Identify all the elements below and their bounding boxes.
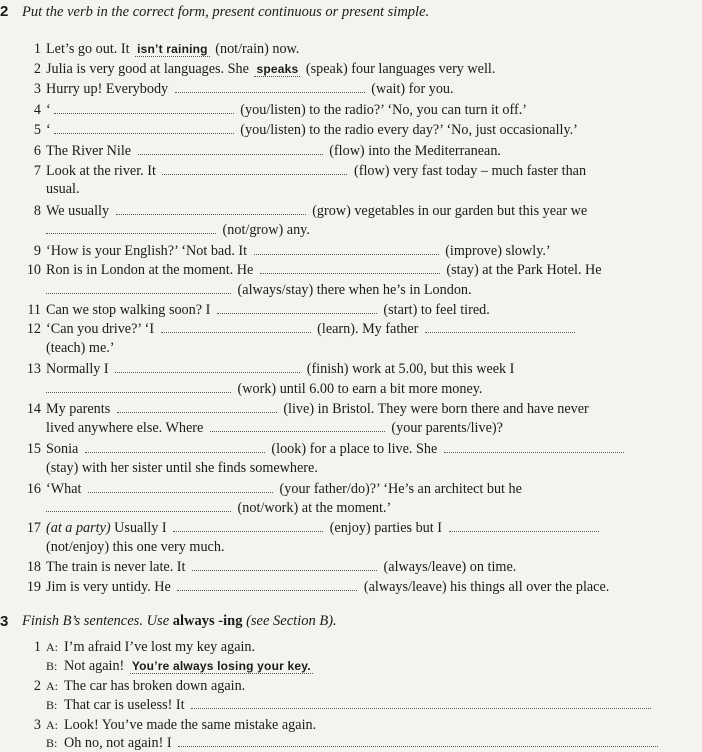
item-text: (you/listen) to the radio?’ ‘No, you can turn it off.’ — [240, 102, 527, 118]
answer-blank[interactable] — [116, 202, 306, 215]
exercise-item — [24, 60, 495, 78]
item-text: ‘What — [46, 481, 82, 497]
answer-blank[interactable] — [115, 360, 300, 373]
dialogue-line-a — [24, 677, 245, 695]
item-text: (work) until 6.00 to earn a bit more money. — [237, 381, 483, 397]
item-text: Oh no, not again! I — [64, 735, 172, 751]
item-text: We usually — [46, 203, 110, 219]
item-text: (always/leave) his things all over the place. — [363, 579, 610, 595]
item-text: (not/work) at the moment.’ — [237, 500, 392, 516]
dialogue-line-a — [24, 638, 255, 656]
exercise-item-continued — [24, 419, 503, 437]
item-text: (start) to feel tired. — [383, 302, 490, 318]
item-text: (flow) very fast today – much faster than — [354, 163, 587, 179]
item-text: (enjoy) parties but I — [329, 520, 442, 536]
instruction: Put the verb in the correct form, present continuous or present simple. — [22, 4, 430, 20]
item-text: Normally I — [46, 361, 109, 377]
item-text: Julia is very good at languages. She — [46, 61, 249, 77]
item-text: Hurry up! Everybody — [46, 81, 169, 97]
speaker-label: A: — [46, 640, 58, 654]
exercise-item-continued — [24, 180, 80, 198]
exercise-item — [24, 440, 627, 458]
item-text: lived anywhere else. Where — [46, 420, 204, 436]
item-text: I’m afraid I’ve lost my key again. — [64, 639, 256, 655]
answer-blank[interactable] — [173, 519, 323, 532]
item-text: My parents — [46, 401, 111, 417]
item-text: (speak) four languages very well. — [305, 61, 496, 77]
answer-handwritten: isn’t raining — [137, 42, 208, 56]
item-number: 14 — [26, 401, 41, 417]
item-text: (teach) me.’ — [46, 340, 115, 356]
answer-handwritten: speaks — [256, 62, 299, 76]
item-text: Let’s go out. It — [46, 41, 130, 57]
exercise-item — [24, 202, 587, 220]
item-text: ‘Can you drive?’ ‘I — [46, 321, 155, 337]
item-text: (improve) slowly.’ — [445, 243, 551, 259]
answer-blank[interactable] — [210, 419, 385, 432]
item-text: (learn). My father — [317, 321, 419, 337]
item-number: 4 — [33, 102, 41, 118]
item-text: (not/enjoy) this one very much. — [46, 539, 225, 555]
answer-blank[interactable] — [54, 121, 234, 134]
answer-blank[interactable] — [46, 380, 231, 393]
answer-blank[interactable] — [54, 101, 234, 114]
item-number: 7 — [33, 163, 41, 179]
item-number: 1 — [33, 41, 41, 57]
exercise-item — [24, 301, 490, 319]
answer-blank[interactable] — [46, 281, 231, 294]
exercise-item — [24, 558, 516, 576]
exercise-item-continued — [24, 221, 310, 239]
exercise-item — [24, 162, 586, 180]
answer-blank[interactable] — [191, 696, 651, 709]
item-text: The train is never late. It — [46, 559, 186, 575]
speaker-label: B: — [46, 659, 58, 673]
speaker-label: A: — [46, 679, 58, 693]
speaker-label: A: — [46, 718, 58, 732]
item-text: The car has broken down again. — [64, 678, 246, 694]
exercise-item — [24, 360, 514, 378]
item-text: Can we stop walking soon? I — [46, 302, 211, 318]
answer-handwritten: You’re always losing your key. — [131, 659, 311, 673]
item-number: 9 — [33, 243, 41, 259]
speaker-label: B: — [46, 736, 58, 750]
item-text: Not again! — [64, 658, 125, 674]
exercise-item-continued — [24, 499, 391, 517]
instruction: Finish B’s sentences. Use always -ing (see Section B). — [22, 613, 337, 629]
exercise-item — [24, 519, 602, 537]
exercise-item — [24, 121, 578, 139]
answer-blank[interactable] — [177, 578, 357, 591]
item-number: 1 — [33, 639, 41, 655]
item-number: 8 — [33, 203, 41, 219]
dialogue-line-a — [24, 716, 316, 734]
item-text: (your parents/live)? — [391, 420, 503, 436]
section-number: 3 — [0, 613, 9, 630]
answer-blank[interactable] — [138, 142, 323, 155]
answer-blank[interactable] — [88, 480, 273, 493]
item-text: (you/listen) to the radio every day?’ ‘No, just occasionally.’ — [240, 122, 578, 138]
dialogue-line-b — [24, 657, 315, 675]
answer-blank[interactable] — [260, 261, 440, 274]
answer-blank[interactable] — [46, 221, 216, 234]
exercise-item — [24, 242, 551, 260]
item-number: 6 — [33, 143, 41, 159]
answer-blank[interactable] — [161, 320, 311, 333]
item-text: (stay) with her sister until she finds somewhere. — [46, 460, 318, 476]
exercise-item — [24, 261, 602, 279]
item-number: 13 — [26, 361, 41, 377]
answer-blank[interactable] — [425, 320, 575, 333]
exercise-item — [24, 80, 454, 98]
exercise-item — [24, 101, 527, 119]
item-text: (not/rain) now. — [215, 41, 300, 57]
answer-blank[interactable] — [46, 499, 231, 512]
item-text: The River Nile — [46, 143, 132, 159]
answer-blank[interactable] — [254, 242, 439, 255]
item-text: (grow) vegetables in our garden but this year we — [312, 203, 588, 219]
item-text: Jim is very untidy. He — [46, 579, 171, 595]
item-number: 12 — [26, 321, 41, 337]
answer-blank[interactable] — [175, 80, 365, 93]
item-number: 2 — [33, 61, 41, 77]
item-text: (not/grow) any. — [222, 222, 310, 238]
answer-blank[interactable] — [178, 734, 658, 747]
exercise-item-continued — [24, 339, 115, 357]
item-text: Usually I — [114, 520, 167, 536]
item-text: usual. — [46, 181, 80, 197]
item-text: Look! You’ve made the same mistake again. — [64, 717, 317, 733]
dialogue-line-b — [24, 734, 661, 752]
item-number: 18 — [26, 559, 41, 575]
item-text: (finish) work at 5.00, but this week I — [306, 361, 515, 377]
item-number: 3 — [33, 81, 41, 97]
item-text: (always/leave) on time. — [383, 559, 517, 575]
item-number: 3 — [33, 717, 41, 733]
answer-blank[interactable] — [192, 558, 377, 571]
exercise-item-continued — [24, 281, 472, 299]
exercise-item — [24, 40, 299, 58]
exercise-item — [24, 320, 578, 338]
exercise-item — [24, 400, 589, 418]
exercise-item-continued — [24, 538, 225, 556]
exercise-item-continued — [24, 459, 318, 477]
item-text: (flow) into the Mediterranean. — [329, 143, 501, 159]
answer-blank[interactable] — [162, 162, 347, 175]
item-number: 10 — [26, 262, 41, 278]
exercise-item — [24, 142, 501, 160]
item-text: Ron is in London at the moment. He — [46, 262, 254, 278]
exercise-item-continued — [24, 380, 482, 398]
item-number: 19 — [26, 579, 41, 595]
item-number: 11 — [27, 302, 41, 318]
item-number: 16 — [26, 481, 41, 497]
answer-blank[interactable] — [217, 301, 377, 314]
item-text: (always/stay) there when he’s in London. — [237, 282, 472, 298]
item-number: 15 — [26, 441, 41, 457]
item-number: 2 — [33, 678, 41, 694]
item-text: (wait) for you. — [371, 81, 454, 97]
item-text: ‘ — [46, 122, 51, 138]
item-text: Look at the river. It — [46, 163, 156, 179]
item-text: Sonia — [46, 441, 79, 457]
item-text: ‘How is your English?’ ‘Not bad. It — [46, 243, 248, 259]
item-text: (live) in Bristol. They were born there and have never — [283, 401, 589, 417]
answer-blank[interactable] — [444, 440, 624, 453]
exercise-item — [24, 480, 522, 498]
exercise-item — [24, 578, 609, 596]
item-text: (your father/do)?’ ‘He’s an architect but he — [279, 481, 522, 497]
item-number: 17 — [26, 520, 41, 536]
item-text: (stay) at the Park Hotel. He — [446, 262, 602, 278]
answer-blank[interactable] — [117, 400, 277, 413]
dialogue-line-b — [24, 696, 654, 714]
answer-blank[interactable] — [449, 519, 599, 532]
item-text: That car is useless! It — [64, 697, 185, 713]
item-text: (look) for a place to live. She — [271, 441, 438, 457]
item-number: 5 — [33, 122, 41, 138]
answer-blank[interactable] — [85, 440, 265, 453]
item-context: (at a party) — [46, 520, 111, 536]
speaker-label: B: — [46, 698, 58, 712]
item-text: ‘ — [46, 102, 51, 118]
section-number: 2 — [0, 3, 9, 20]
